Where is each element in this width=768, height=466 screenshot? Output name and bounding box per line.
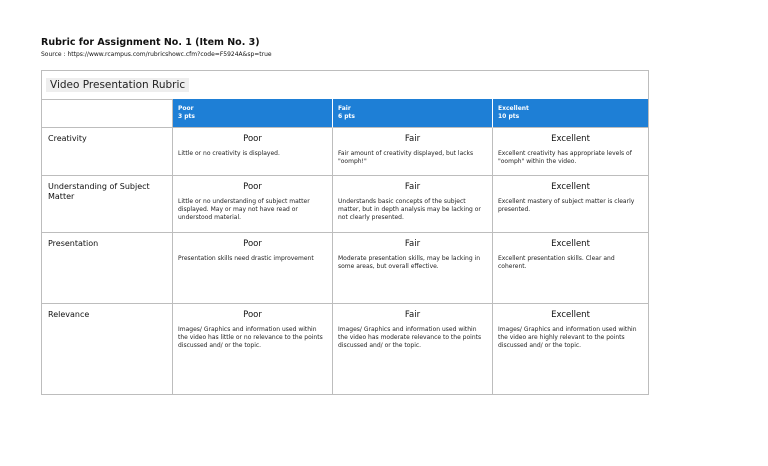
level-points: 6 pts bbox=[338, 112, 355, 120]
rubric-grid bbox=[42, 99, 648, 394]
cell-level-name: Poor bbox=[243, 182, 262, 192]
rubric-cell bbox=[173, 128, 333, 176]
rubric-table bbox=[41, 70, 649, 395]
rubric-title: Video Presentation Rubric bbox=[46, 78, 189, 92]
rubric-cell bbox=[333, 304, 493, 394]
cell-level-name: Excellent bbox=[551, 310, 590, 320]
cell-description: Moderate presentation skills, may be lacking in some areas, but overall effective. bbox=[338, 255, 481, 270]
document-title: Rubric for Assignment No. 1 (Item No. 3) bbox=[41, 37, 260, 48]
rubric-cell bbox=[333, 176, 493, 233]
cell-description: Images/ Graphics and information used within the video has moderate relevance to the points discussed and/ or the topic. bbox=[338, 326, 482, 349]
rubric-cell bbox=[493, 128, 648, 176]
rubric-cell bbox=[173, 233, 333, 304]
cell-description: Little or no creativity is displayed. bbox=[178, 150, 280, 157]
cell-level-name: Poor bbox=[243, 134, 262, 144]
cell-level-name: Fair bbox=[404, 182, 421, 192]
cell-level-name: Excellent bbox=[551, 239, 590, 249]
cell-description: Images/ Graphics and information used within the video are highly relevant to the points discussed and/ or the topic. bbox=[498, 326, 637, 349]
header-level-fair bbox=[333, 99, 493, 128]
cell-level-name: Fair bbox=[404, 134, 421, 144]
document-source: Source : https://www.rcampus.com/rubricshowc.cfm?code=F5924A&sp=true bbox=[41, 51, 272, 58]
level-points: 3 pts bbox=[178, 112, 195, 120]
header-corner-cell bbox=[42, 99, 173, 128]
rubric-cell bbox=[493, 176, 648, 233]
cell-level-name: Fair bbox=[404, 310, 421, 320]
cell-description: Little or no understanding of subject matter displayed. May or may not have read or understood material. bbox=[178, 198, 310, 221]
cell-description: Images/ Graphics and information used within the video has little or no relevance to the points discussed and/ or the topic. bbox=[178, 326, 323, 349]
cell-level-name: Excellent bbox=[551, 182, 590, 192]
header-level-poor bbox=[173, 99, 333, 128]
rubric-cell bbox=[173, 304, 333, 394]
rubric-title-bar bbox=[42, 71, 648, 100]
level-points: 10 pts bbox=[498, 112, 520, 120]
cell-description: Excellent mastery of subject matter is clearly presented. bbox=[498, 198, 635, 213]
cell-level-name: Poor bbox=[243, 239, 262, 249]
cell-level-name: Poor bbox=[243, 310, 262, 320]
cell-description: Presentation skills need drastic improvement bbox=[178, 255, 314, 262]
criterion-presentation: Presentation bbox=[42, 233, 173, 304]
level-name: Poor bbox=[178, 105, 194, 112]
cell-description: Fair amount of creativity displayed, but lacks "oomph!" bbox=[338, 150, 474, 165]
criterion-understanding: Understanding of Subject Matter bbox=[42, 176, 173, 233]
rubric-cell bbox=[333, 233, 493, 304]
cell-level-name: Fair bbox=[404, 239, 421, 249]
cell-description: Excellent creativity has appropriate levels of "oomph" within the video. bbox=[498, 150, 632, 165]
cell-description: Understands basic concepts of the subject matter, but in depth analysis may be lacking or not clearly presented. bbox=[338, 198, 481, 221]
rubric-cell bbox=[173, 176, 333, 233]
criterion-creativity: Creativity bbox=[42, 128, 173, 176]
cell-description: Excellent presentation skills. Clear and coherent. bbox=[498, 255, 615, 270]
rubric-cell bbox=[493, 233, 648, 304]
cell-level-name: Excellent bbox=[551, 134, 590, 144]
level-name: Excellent bbox=[498, 105, 529, 112]
level-name: Fair bbox=[338, 105, 351, 112]
criterion-relevance: Relevance bbox=[42, 304, 173, 394]
header-level-excellent bbox=[493, 99, 648, 128]
rubric-cell bbox=[493, 304, 648, 394]
rubric-cell bbox=[333, 128, 493, 176]
